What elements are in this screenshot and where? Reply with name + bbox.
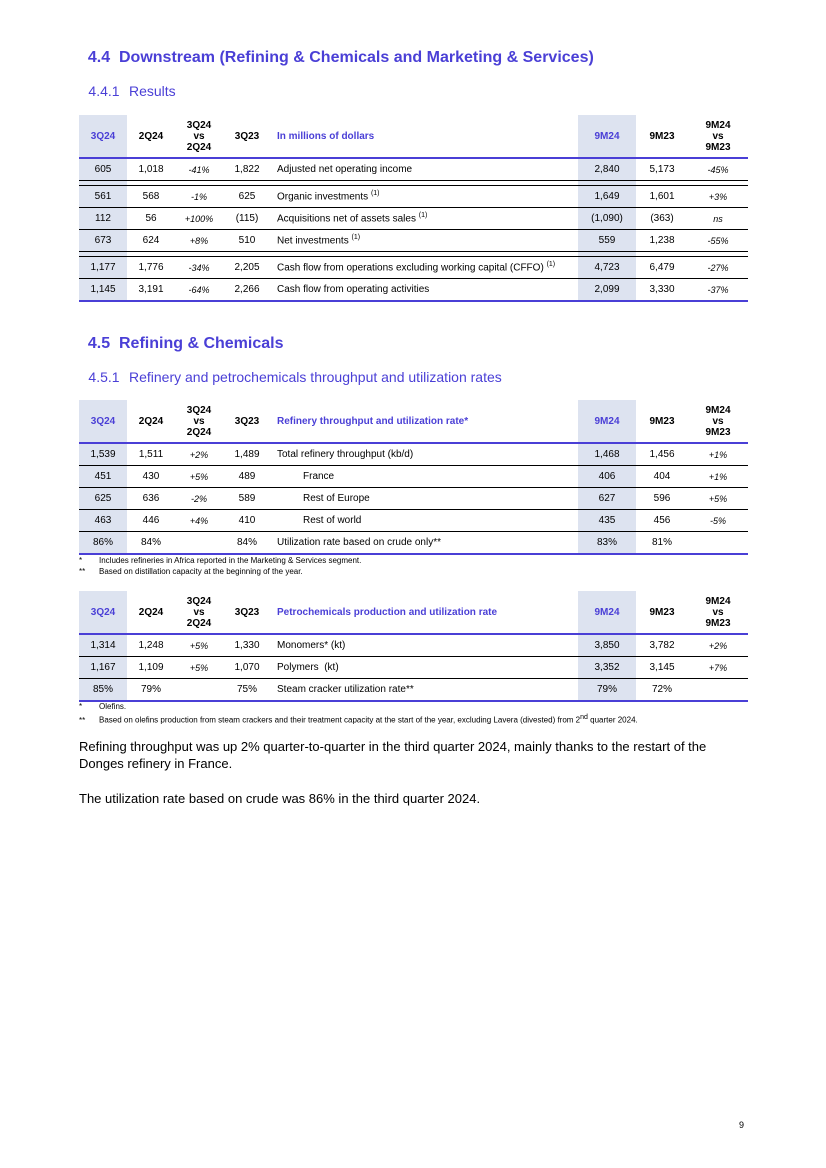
cell: 404 bbox=[636, 466, 688, 488]
cell: 72% bbox=[636, 679, 688, 702]
cell: 1,601 bbox=[636, 186, 688, 208]
cell: -34% bbox=[175, 257, 223, 279]
cell: 2,205 bbox=[223, 257, 271, 279]
cell: 1,822 bbox=[223, 158, 271, 181]
footnote bbox=[79, 555, 361, 566]
cell: 2,099 bbox=[578, 279, 636, 302]
cell: 3,352 bbox=[578, 657, 636, 679]
header-9m24: 9M24 bbox=[578, 400, 636, 443]
cell: 1,109 bbox=[127, 657, 175, 679]
cell bbox=[175, 532, 223, 555]
table-row bbox=[79, 257, 748, 279]
cell: +4% bbox=[175, 510, 223, 532]
cell: 84% bbox=[127, 532, 175, 555]
cell: 1,456 bbox=[636, 443, 688, 466]
cell: 1,145 bbox=[79, 279, 127, 302]
cell: 1,468 bbox=[578, 443, 636, 466]
cell: +3% bbox=[688, 186, 748, 208]
cell: (1,090) bbox=[578, 208, 636, 230]
cell bbox=[688, 532, 748, 555]
subsection-title: Refinery and petrochemicals throughput and utilization rates bbox=[129, 369, 502, 385]
cell: 5,173 bbox=[636, 158, 688, 181]
cell: -41% bbox=[175, 158, 223, 181]
header-9m24: 9M24 bbox=[578, 591, 636, 634]
header-9m23: 9M23 bbox=[636, 591, 688, 634]
row-label bbox=[271, 230, 578, 252]
table-row bbox=[79, 466, 748, 488]
cell: 636 bbox=[127, 488, 175, 510]
cell: 2,266 bbox=[223, 279, 271, 302]
subsection-heading-results bbox=[79, 83, 176, 99]
header-2q24: 2Q24 bbox=[127, 400, 175, 443]
header-3q24: 3Q24 bbox=[79, 115, 127, 158]
header-3q24: 3Q24 bbox=[79, 400, 127, 443]
row-label: Total refinery throughput (kb/d) bbox=[271, 443, 578, 466]
cell bbox=[688, 679, 748, 702]
cell: 605 bbox=[79, 158, 127, 181]
cell: -1% bbox=[175, 186, 223, 208]
cell: 1,018 bbox=[127, 158, 175, 181]
cell: +2% bbox=[688, 634, 748, 657]
cell: 1,539 bbox=[79, 443, 127, 466]
section-title: Refining & Chemicals bbox=[119, 335, 284, 352]
row-label-text: Acquisitions net of assets sales bbox=[277, 213, 416, 225]
cell: +5% bbox=[688, 488, 748, 510]
header-9m23: 9M23 bbox=[636, 400, 688, 443]
cell: 430 bbox=[127, 466, 175, 488]
cell: (363) bbox=[636, 208, 688, 230]
paragraph-utilization: The utilization rate based on crude was 86% in the third quarter 2024. bbox=[79, 791, 481, 806]
cell: 451 bbox=[79, 466, 127, 488]
table-row bbox=[79, 679, 748, 702]
cell: 1,330 bbox=[223, 634, 271, 657]
footnote bbox=[79, 566, 361, 577]
cell: 627 bbox=[578, 488, 636, 510]
header-9m24: 9M24 bbox=[578, 115, 636, 158]
cell: +7% bbox=[688, 657, 748, 679]
cell: 406 bbox=[578, 466, 636, 488]
cell: -55% bbox=[688, 230, 748, 252]
cell: -27% bbox=[688, 257, 748, 279]
table-row bbox=[79, 443, 748, 466]
row-label-text: Cash flow from operations excluding working capital (CFFO) bbox=[277, 262, 544, 274]
petrochemicals-footnotes bbox=[79, 701, 638, 726]
header-3q23: 3Q23 bbox=[223, 115, 271, 158]
row-label-text: Organic investments bbox=[277, 191, 369, 203]
table-header-row bbox=[79, 591, 748, 634]
cell: 3,330 bbox=[636, 279, 688, 302]
row-label bbox=[271, 208, 578, 230]
footnote bbox=[79, 712, 638, 726]
refinery-footnotes bbox=[79, 555, 361, 577]
cell: 3,782 bbox=[636, 634, 688, 657]
section-number: 4.4 bbox=[87, 49, 111, 66]
cell: +5% bbox=[175, 466, 223, 488]
header-9m24-vs-9m23: 9M24 vs 9M23 bbox=[688, 400, 748, 443]
row-label: Utilization rate based on crude only** bbox=[271, 532, 578, 555]
note-marker: (1) bbox=[370, 190, 380, 198]
subsection-number: 4.5.1 bbox=[88, 369, 120, 385]
row-label: Steam cracker utilization rate** bbox=[271, 679, 578, 702]
header-2q24: 2Q24 bbox=[127, 591, 175, 634]
note-marker: (1) bbox=[418, 212, 428, 220]
table-row bbox=[79, 657, 748, 679]
header-label: In millions of dollars bbox=[271, 115, 578, 158]
page-number: 9 bbox=[739, 1120, 745, 1130]
footnote-text: Based on olefins production from steam crackers and their treatment capacity at the start of the year, excluding Lavera (divested) from 2 bbox=[99, 715, 581, 725]
row-label: Adjusted net operating income bbox=[271, 158, 578, 181]
cell: 456 bbox=[636, 510, 688, 532]
cell: 561 bbox=[79, 186, 127, 208]
cell: -5% bbox=[688, 510, 748, 532]
row-label: France bbox=[271, 466, 578, 488]
cell: 3,850 bbox=[578, 634, 636, 657]
cell: 1,177 bbox=[79, 257, 127, 279]
header-3q23: 3Q23 bbox=[223, 591, 271, 634]
section-number: 4.5 bbox=[87, 335, 111, 352]
header-9m23: 9M23 bbox=[636, 115, 688, 158]
table-row bbox=[79, 186, 748, 208]
footnote-mark: ** bbox=[79, 567, 86, 576]
cell: 84% bbox=[223, 532, 271, 555]
cell: 673 bbox=[79, 230, 127, 252]
header-9m24-vs-9m23: 9M24 vs 9M23 bbox=[688, 115, 748, 158]
table-row bbox=[79, 208, 748, 230]
header-2q24: 2Q24 bbox=[127, 115, 175, 158]
cell: 3,145 bbox=[636, 657, 688, 679]
cell: -2% bbox=[175, 488, 223, 510]
cell: 1,167 bbox=[79, 657, 127, 679]
row-label bbox=[271, 186, 578, 208]
footnote-text: Includes refineries in Africa reported in the Marketing & Services segment. bbox=[99, 556, 362, 565]
footnote-tail: quarter 2024. bbox=[587, 715, 638, 725]
cell: 463 bbox=[79, 510, 127, 532]
cell: 79% bbox=[578, 679, 636, 702]
table-row bbox=[79, 532, 748, 555]
section-title: Downstream (Refining & Chemicals and Marketing & Services) bbox=[119, 49, 594, 66]
cell: 1,489 bbox=[223, 443, 271, 466]
cell: 1,070 bbox=[223, 657, 271, 679]
header-3q24-vs-2q24: 3Q24 vs 2Q24 bbox=[175, 115, 223, 158]
cell: 1,511 bbox=[127, 443, 175, 466]
footnote-mark: ** bbox=[79, 715, 86, 725]
subsection-number: 4.4.1 bbox=[88, 83, 120, 99]
cell: 1,248 bbox=[127, 634, 175, 657]
note-marker: (1) bbox=[351, 234, 361, 242]
table-row bbox=[79, 634, 748, 657]
cell: 559 bbox=[578, 230, 636, 252]
cell: -45% bbox=[688, 158, 748, 181]
row-label-text: Net investments bbox=[277, 235, 349, 247]
table-header-row bbox=[79, 115, 748, 158]
table-row bbox=[79, 488, 748, 510]
header-9m24-vs-9m23: 9M24 vs 9M23 bbox=[688, 591, 748, 634]
cell: +2% bbox=[175, 443, 223, 466]
cell: 86% bbox=[79, 532, 127, 555]
cell: 489 bbox=[223, 466, 271, 488]
cell: 589 bbox=[223, 488, 271, 510]
cell: ns bbox=[688, 208, 748, 230]
cell: 6,479 bbox=[636, 257, 688, 279]
section-heading-downstream bbox=[79, 49, 594, 67]
cell: 75% bbox=[223, 679, 271, 702]
cell: 410 bbox=[223, 510, 271, 532]
cell: +5% bbox=[175, 634, 223, 657]
cell: 81% bbox=[636, 532, 688, 555]
table-row bbox=[79, 158, 748, 181]
section-heading-refining bbox=[79, 335, 283, 353]
header-3q24-vs-2q24: 3Q24 vs 2Q24 bbox=[175, 591, 223, 634]
cell: +5% bbox=[175, 657, 223, 679]
row-label bbox=[271, 257, 578, 279]
header-3q24-vs-2q24: 3Q24 vs 2Q24 bbox=[175, 400, 223, 443]
cell: -37% bbox=[688, 279, 748, 302]
paragraph-throughput: Refining throughput was up 2% quarter-to-quarter in the third quarter 2024, mainly thanks to the restart of the Donges refinery in France. bbox=[79, 739, 707, 771]
cell: 625 bbox=[79, 488, 127, 510]
cell: 596 bbox=[636, 488, 688, 510]
cell: +1% bbox=[688, 466, 748, 488]
cell: 624 bbox=[127, 230, 175, 252]
cell: 4,723 bbox=[578, 257, 636, 279]
footnote-sup: nd bbox=[580, 714, 588, 721]
header-3q24: 3Q24 bbox=[79, 591, 127, 634]
refinery-table bbox=[79, 400, 748, 555]
row-label: Rest of Europe bbox=[271, 488, 578, 510]
cell: (115) bbox=[223, 208, 271, 230]
cell: 435 bbox=[578, 510, 636, 532]
row-label: Cash flow from operating activities bbox=[271, 279, 578, 302]
cell: +100% bbox=[175, 208, 223, 230]
cell: 56 bbox=[127, 208, 175, 230]
subsection-heading-throughput bbox=[79, 369, 502, 385]
header-label: Refinery throughput and utilization rate* bbox=[271, 400, 578, 443]
cell: 568 bbox=[127, 186, 175, 208]
cell: 3,191 bbox=[127, 279, 175, 302]
row-label: Rest of world bbox=[271, 510, 578, 532]
footnote bbox=[79, 701, 638, 712]
cell: 2,840 bbox=[578, 158, 636, 181]
cell: 112 bbox=[79, 208, 127, 230]
petrochemicals-table bbox=[79, 591, 748, 702]
cell: 83% bbox=[578, 532, 636, 555]
footnote-mark: * bbox=[79, 556, 83, 565]
cell: 79% bbox=[127, 679, 175, 702]
row-label: Monomers* (kt) bbox=[271, 634, 578, 657]
cell: 625 bbox=[223, 186, 271, 208]
cell: +8% bbox=[175, 230, 223, 252]
cell: 1,649 bbox=[578, 186, 636, 208]
subsection-title: Results bbox=[129, 83, 176, 99]
cell: 85% bbox=[79, 679, 127, 702]
footnote-mark: * bbox=[79, 702, 83, 711]
cell: 1,314 bbox=[79, 634, 127, 657]
cell: +1% bbox=[688, 443, 748, 466]
table-row bbox=[79, 279, 748, 302]
row-label: Polymers (kt) bbox=[271, 657, 578, 679]
header-label: Petrochemicals production and utilization rate bbox=[271, 591, 578, 634]
header-3q23: 3Q23 bbox=[223, 400, 271, 443]
cell: 1,776 bbox=[127, 257, 175, 279]
note-marker: (1) bbox=[546, 261, 556, 269]
footnote-text: Based on distillation capacity at the beginning of the year. bbox=[99, 567, 303, 576]
table-row bbox=[79, 510, 748, 532]
cell: 510 bbox=[223, 230, 271, 252]
cell: -64% bbox=[175, 279, 223, 302]
table-row bbox=[79, 230, 748, 252]
table-header-row bbox=[79, 400, 748, 443]
results-table bbox=[79, 115, 748, 302]
cell: 1,238 bbox=[636, 230, 688, 252]
footnote-text: Olefins. bbox=[99, 702, 127, 711]
cell bbox=[175, 679, 223, 702]
cell: 446 bbox=[127, 510, 175, 532]
